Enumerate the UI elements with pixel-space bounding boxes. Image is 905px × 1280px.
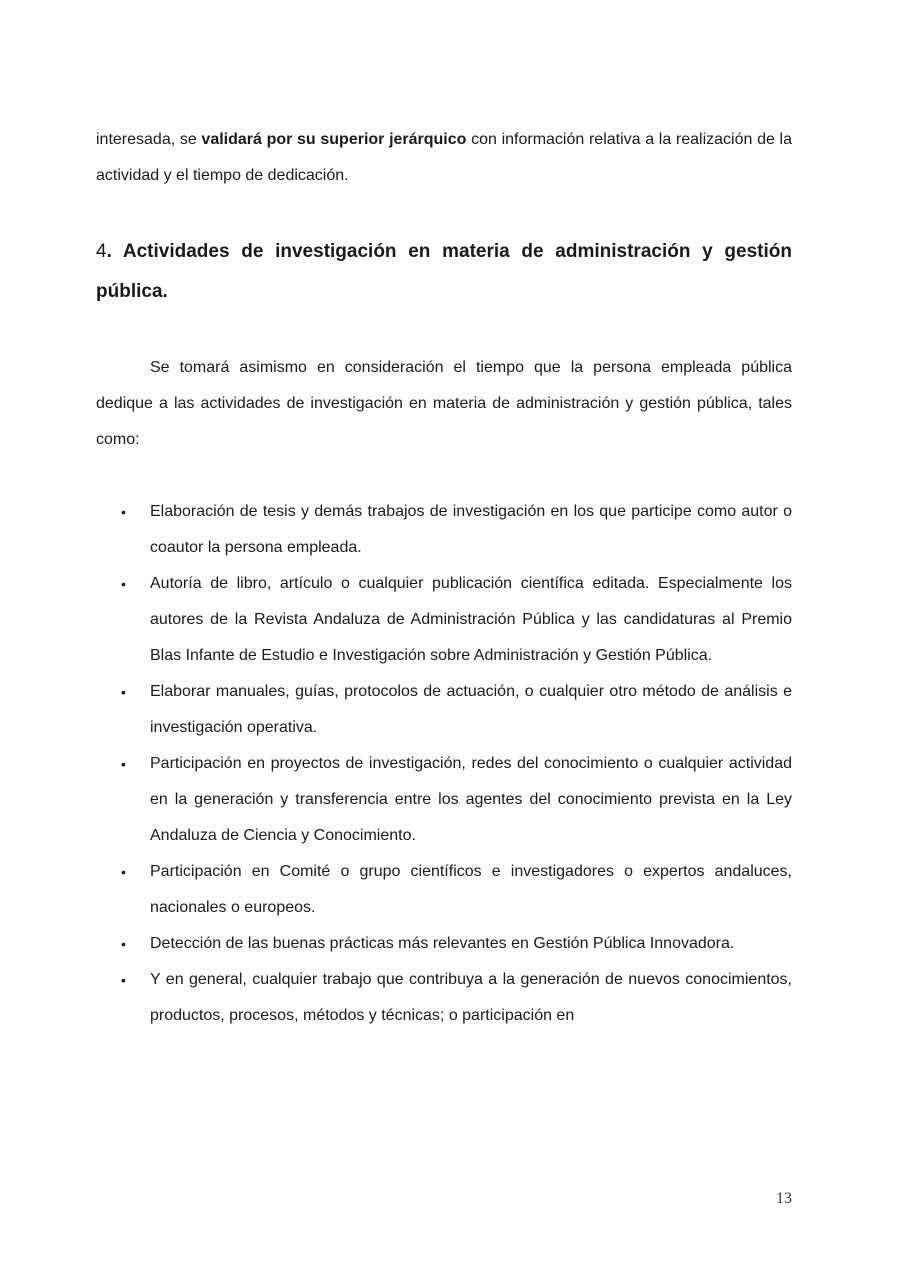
list-item-text: Elaborar manuales, guías, protocolos de actuación, o cualquier otro método de análisis e investigación operativa. [150,683,792,736]
list-item-text: Elaboración de tesis y demás trabajos de investigación en los que participe como autor o coautor la persona empleada. [150,503,792,556]
list-item-text: Autoría de libro, artículo o cualquier publicación científica editada. Especialmente los autores de la Revista Andaluza de Administración Pública y las candidaturas al Premio Blas Infante de Estudio e Investigación sobre Administración y Gestión Pública. [150,575,792,664]
list-item [96,566,792,674]
list-item [96,674,792,746]
list-item-text: Detección de las buenas prácticas más relevantes en Gestión Pública Innovadora. [150,935,735,952]
list-item-text: Y en general, cualquier trabajo que contribuya a la generación de nuevos conocimientos, productos, procesos, métodos y técnicas; o participación en [150,971,792,1024]
list-item [96,926,792,962]
bullet-icon: • [121,504,126,520]
bullet-list [96,494,792,1034]
paragraph-bold-text: validará por su superior jerárquico [201,131,467,148]
list-item-text: Participación en Comité o grupo científicos e investigadores o expertos andaluces, nacionales o europeos. [150,863,792,916]
list-item [96,962,792,1034]
page-number: 13 [776,1190,792,1207]
bullet-icon: • [121,576,126,592]
list-item [96,494,792,566]
bullet-icon: • [121,756,126,772]
bullet-icon: • [121,684,126,700]
bullet-icon: • [121,936,126,952]
continuation-paragraph [96,122,792,194]
intro-paragraph: Se tomará asimismo en consideración el tiempo que la persona empleada pública dedique a las actividades de investigación en materia de administración y gestión pública, tales como: [96,359,792,448]
list-item [96,854,792,926]
section-heading [96,232,792,312]
list-item-text: Participación en proyectos de investigación, redes del conocimiento o cualquier actividad en la generación y transferencia entre los agentes del conocimiento prevista en la Ley Andaluza de Ciencia y Conocimiento. [150,755,792,844]
bullet-icon: • [121,972,126,988]
section-number: 4 [96,241,107,262]
list-item [96,746,792,854]
section-title: . Actividades de investigación en materia de administración y gestión pública. [96,241,792,302]
bullet-icon: • [121,864,126,880]
paragraph-text-end: con información relativa a la realización de la actividad y el tiempo de dedicación. [96,131,793,184]
paragraph-text-start: interesada, se [96,131,202,148]
document-page [96,122,792,1034]
